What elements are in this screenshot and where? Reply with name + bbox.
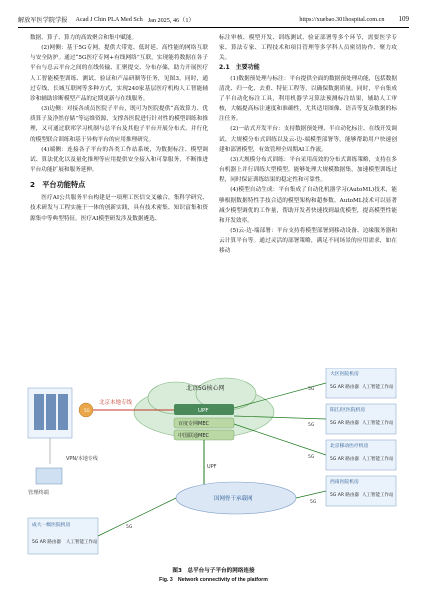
right-paragraph-1: 标注审核、模型开发、训练测试、验证部署等多个环节，需要医学专家、算法专家、工程技术和项目管理等多学科人员密切协作、聚力攻关。	[219, 35, 397, 62]
running-header	[18, 13, 409, 25]
link-5g-label-4: 5G	[310, 500, 317, 505]
hospital-1-router: 5G AR 路由器	[330, 385, 359, 390]
hospital-3-workstation: 人工智能工作站	[362, 457, 394, 462]
backbone-label: 国网骨干承载网	[214, 496, 253, 502]
hospital-4-router: 5G AR 路由器	[330, 493, 359, 498]
left-paragraph-4: (4)端侧：连接各子平台的各类工作站系统，为数据标注、模型调试、算法优化以及量化推理等应用提供安全接入和可靠服务，不断推进平台功能扩展和服务延伸。	[30, 146, 208, 174]
header-rule	[18, 27, 409, 28]
right-paragraph-2: (1)数据预处理与标注：平台提供全面的数据预处理功能，包括数据清洗、归一化、去重、特征工程等，以确保数据质量。同时，平台集成了半自动化标注工具，利用机器学习算法预测标注结果，辅助人工审核，大幅提高标注速度和准确性，尤其适用图像、语音等复杂数据的标注任务。	[219, 75, 397, 123]
vpn-label: VPN/本地专线	[66, 456, 98, 462]
hospital-5	[28, 518, 98, 554]
mec-label-2: 中国联通MEC	[178, 433, 209, 439]
network-diagram	[26, 368, 402, 564]
hospital-3	[326, 440, 396, 470]
link-5g-label-1: 5G	[308, 387, 315, 392]
mec-label-1: 百度专网MEC	[178, 421, 209, 427]
management-terminal-label: 管理终端	[28, 490, 49, 496]
hospital-1-label: 大区医院机房	[330, 372, 359, 377]
hospital-1	[326, 368, 396, 398]
computer-icon	[36, 468, 62, 484]
hospital-4	[326, 476, 396, 506]
left-paragraph-2: (2)网侧：基于5G专网，提供大带宽、低时延、高性能的网络互联与安全防护。通过“5G医疗专网+有线网络”互联，实现能将数据在各子平台与总云平台之间的在线传输、汇聚提交、分布存储，助力开展医疗人工智能模型训练、测试、验证和产品研制等任务，见图3。同时，通过专线、长城互联网等多种方式，实现240家基层医疗机构人工智能辅诊和辅助诊断模型产品的定期更新与在线服务。	[30, 45, 208, 102]
right-paragraph-3: (2)一站式开发平台：支持数据预处理、半自动化标注、在线开发调试、大规模分布式训练以及云-边-端模型部署等，能够帮助用户快速创建和部署模型，有效管理全周期AI工作流。	[219, 126, 397, 153]
right-column	[219, 33, 397, 256]
left-paragraph-1: 数据、算子、算力的高效聚合和集中赋能。	[30, 35, 138, 41]
hospital-2-label: 阳江/区医院机房	[330, 408, 366, 413]
right-paragraph-5: (4)模型自动生成：平台集成了自动化机器学习(AutoML)技术，能够根据数据特性手技合适的模型架构和超参数。AutoML技术可以显著减少模型调优的工作量，帮助开发者快速找到最优模型，提高模型性能和开发效率。	[219, 187, 397, 224]
hospital-3-label: 北京移动医疗机房	[330, 444, 369, 449]
core-upf-label: UPF	[198, 408, 209, 414]
hospital-2-workstation: 人工智能工作站	[362, 421, 394, 426]
page-number: 109	[398, 15, 409, 23]
upf-label: UPF	[207, 464, 217, 470]
journal-name-cn: 解放军医学院学报	[18, 16, 68, 24]
journal-name-en: Acad J Chin PLA Med Sch	[75, 15, 143, 23]
backbone-cloud	[176, 482, 296, 514]
hospital-5-router: 5G AR 路由器	[32, 540, 61, 545]
section-heading: 2 平台功能特点	[30, 180, 86, 190]
hospital-5-label: 成大一级医院机房	[32, 523, 71, 528]
figure-caption	[0, 567, 427, 585]
hospital-3-router: 5G AR 路由器	[330, 457, 359, 462]
router-center-label: 5G	[84, 408, 90, 413]
hospital-2-router: 5G AR 路由器	[330, 421, 359, 426]
core-network-label: 北京5G核心网	[186, 385, 225, 392]
issue-info: Jan 2025, 46（1）	[147, 16, 195, 24]
subsection-heading: 2.1 主要功能	[219, 64, 260, 72]
left-paragraph-5: 医疗AI公共服务平台构建是一项理工医信交叉融合，集科学研究、技术研发与工程实施于一体的创新实践，具有技术密集、知识富集和资源集中等典型特征。医疗AI模型研发涉及数据遴选、	[30, 195, 208, 222]
link-5g-label-2: 5G	[308, 423, 315, 428]
hospital-4-label: 西南医院机房	[330, 480, 359, 485]
hospital-5-workstation: 人工智能工作站	[66, 540, 98, 545]
caption-cn: 图3 总平台与子平台的网络连接	[172, 568, 255, 574]
hospital-1-workstation: 人工智能工作站	[362, 385, 394, 390]
left-paragraph-3: (3)边侧：对接各成员医院子平台，既可为医院提供“高效算力、优质算子及净然存储”等运维资源，支撑各医院进行针对性的模型训练和推理，又可通过联邦学习机制与总平台及其他子平台开展分布式、并行化的模型联合训练和基于异构平台的应用推理研究。	[30, 106, 208, 143]
network-figure	[26, 368, 402, 564]
hospital-4-workstation: 人工智能工作站	[362, 493, 394, 498]
left-column	[30, 33, 208, 224]
journal-url[interactable]: https://xuebao.301hospital.com.cn	[299, 15, 385, 23]
right-paragraph-6: (5)云-边-端部署：平台支持将模型部署到移动设备、边缘服务器和云计算平台等。通过灵活的部署策略，满足不同场景的应用需求，如在移动	[219, 227, 397, 255]
caption-en: Fig. 3 Network connectivity of the platform	[159, 577, 268, 583]
link-5g-label-5: 5G	[126, 525, 133, 530]
dedicated-line-label: 北京本地专线	[99, 400, 133, 406]
right-paragraph-4: (3)大规模分布式训练：平台采用高效的分布式训练策略，支持在多台机器上并行训练大型模型，能够处理大规模数据集，加速模型训练过程，同时保证训练结果的稳定性和可靠性。	[219, 156, 397, 184]
hospital-2	[326, 404, 396, 434]
link-5g-label-3: 5G	[308, 455, 315, 460]
